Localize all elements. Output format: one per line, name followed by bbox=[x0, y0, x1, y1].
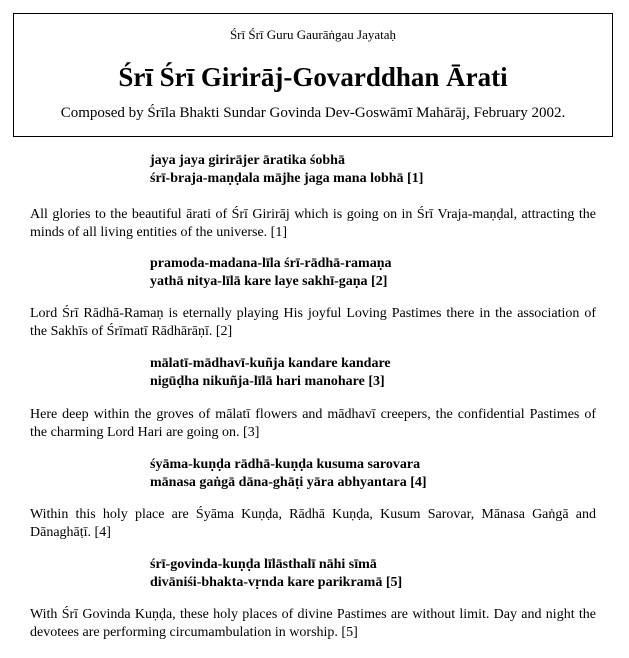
verse-line: mānasa gaṅgā dāna-ghāṭi yāra abhyantara [4] bbox=[150, 475, 427, 490]
verse-3 bbox=[150, 355, 391, 391]
verse-line: jaya jaya girirājer āratika śobhā bbox=[150, 153, 345, 168]
translation-2: Lord Śrī Rādhā-Ramaṇ is eternally playing His joyful Loving Pastimes there in the association of the Sakhīs of Śrīmatī Rādhārāṇī. [2] bbox=[30, 306, 596, 339]
verse-5 bbox=[150, 556, 402, 592]
invocation: Śrī Śrī Guru Gaurāṅgau Jayataḥ bbox=[229, 27, 397, 42]
translation-4: Within this holy place are Śyāma Kuṇḍa, Rādhā Kuṇḍa, Kusum Sarovar, Mānasa Gaṅgā and Dānaghāṭī. [4] bbox=[30, 507, 596, 540]
translation-5: With Śrī Govinda Kuṇḍa, these holy places of divine Pastimes are without limit. Day and night the devotees are performing circumambulation in worship. [5] bbox=[30, 607, 596, 640]
verse-line: yathā nitya-līlā kare laye sakhī-gaṇa [2] bbox=[150, 274, 388, 289]
verse-1 bbox=[150, 152, 423, 188]
translation-1: All glories to the beautiful ārati of Śrī Girirāj which is going on in Śrī Vraja-maṇḍal, attracting the minds of all living entities of the universe. [1] bbox=[30, 207, 596, 240]
verse-line: nigūḍha nikuñja-līlā hari manohare [3] bbox=[150, 374, 385, 389]
verse-4 bbox=[150, 456, 427, 492]
page-title: Śrī Śrī Girirāj-Govarddhan Ārati bbox=[118, 62, 508, 92]
verse-line: śrī-govinda-kuṇḍa līlāsthalī nāhi sīmā bbox=[150, 557, 377, 572]
header-box bbox=[13, 13, 613, 137]
verse-line: pramoda-madana-līla śrī-rādhā-ramaṇa bbox=[150, 256, 392, 271]
verse-line: mālatī-mādhavī-kuñja kandare kandare bbox=[150, 356, 391, 371]
verse-line: śyāma-kuṇḍa rādhā-kuṇḍa kusuma sarovara bbox=[150, 457, 421, 472]
verse-2 bbox=[150, 255, 392, 291]
verse-line: divāniśi-bhakta-vṛnda kare parikramā [5] bbox=[150, 575, 403, 590]
translation-3: Here deep within the groves of mālatī flowers and mādhavī creepers, the confidential Pastimes of the charming Lord Hari are going on. [3] bbox=[30, 407, 596, 440]
verse-line: śrī-braja-maṇḍala mājhe jaga mana lobhā [1] bbox=[150, 171, 424, 186]
composer-credit: Composed by Śrīla Bhakti Sundar Govinda Dev-Goswāmī Mahārāj, February 2002. bbox=[60, 105, 566, 121]
